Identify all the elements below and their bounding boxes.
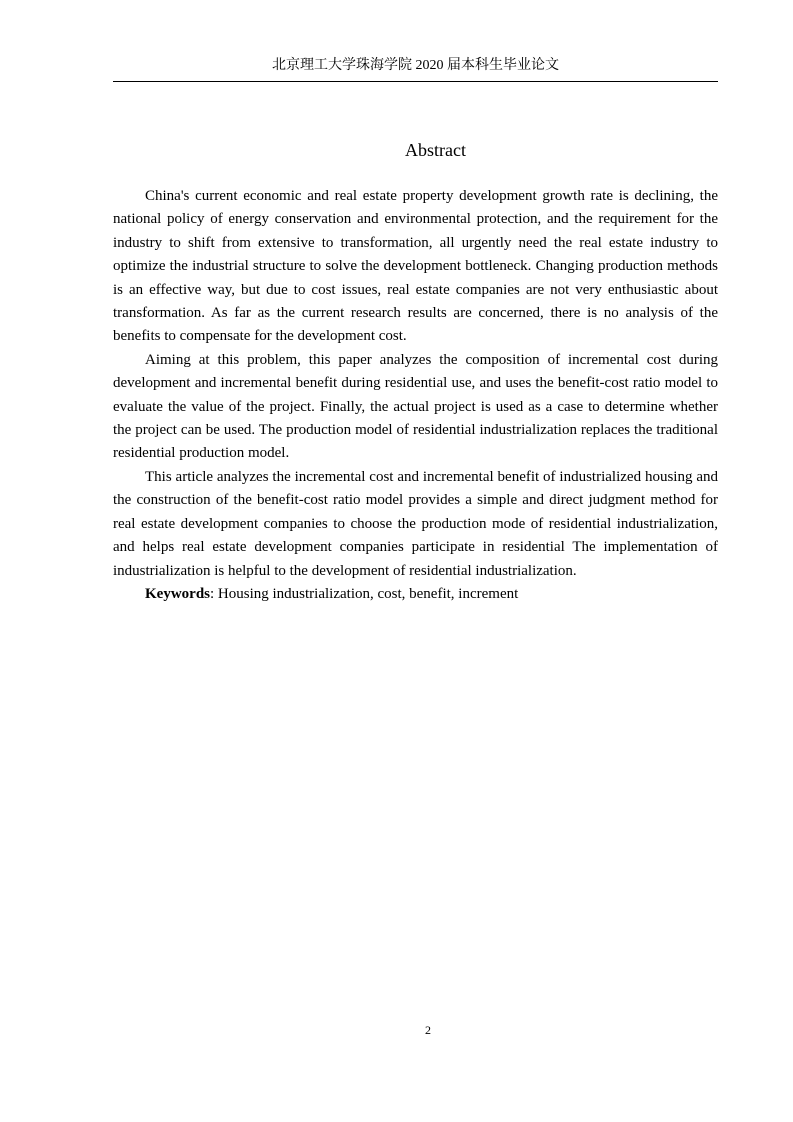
abstract-body [113,185,718,606]
keywords-separator: : [210,585,218,602]
running-header: 北京理工大学珠海学院 2020 届本科生毕业论文 [272,58,559,73]
page-number: 2 [425,1023,431,1037]
abstract-paragraph-3: This article analyzes the incremental cost and incremental benefit of industrialized housing and the construction of the benefit-cost ratio model provides a simple and direct judgment method for real estate development companies to choose the production mode of residential industrialization, and helps real estate development companies participate in residential The implementation of industrialization is helpful to the development of residential industrialization. [113,468,718,579]
header-rule [113,81,718,82]
keywords-text: Housing industrialization, cost, benefit, increment [217,585,519,602]
keywords-line [113,583,718,606]
abstract-title: Abstract [405,140,466,160]
abstract-paragraph-1: China's current economic and real estate property development growth rate is declining, the national policy of energy conservation and environmental protection, and the requirement for the industry to shift from extensive to transformation, all urgently need the real estate industry to optimize the industrial structure to solve the development bottleneck. Changing production methods is an effective way, but due to cost issues, real estate companies are not very enthusiastic about transformation. As far as the current research results are concerned, there is no analysis of the benefits to compensate for the development cost. [113,188,718,345]
abstract-paragraph-2: Aiming at this problem, this paper analyzes the composition of incremental cost during development and incremental benefit during residential use, and uses the benefit-cost ratio model to evaluate the value of the project. Finally, the actual project is used as a case to determine whether the project can be used. The production model of residential industrialization replaces the traditional residential production model. [113,351,718,462]
keywords-label: Keywords [145,585,210,602]
